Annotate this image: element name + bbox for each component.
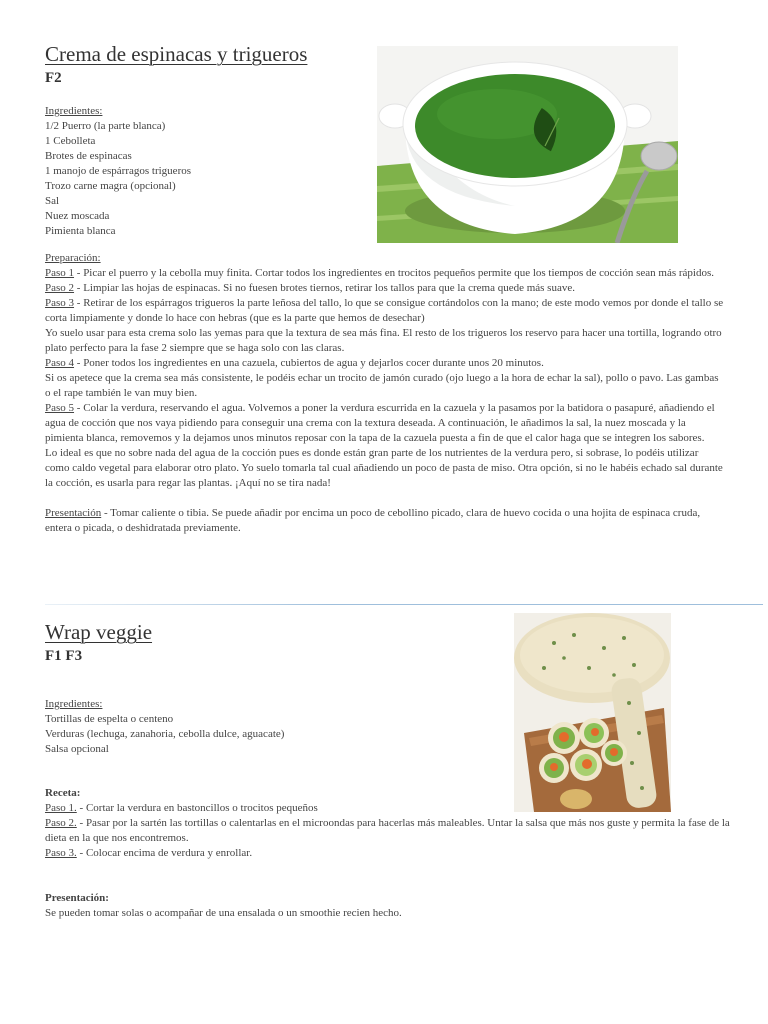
preparation-section <box>45 251 725 536</box>
ingredient-item: Tortillas de espelta o centeno <box>45 713 174 725</box>
step-text: - Poner todos los ingredientes en una cazuela, cubiertos de agua y dejarlos cocer durante unos 20 minutos. <box>74 357 544 369</box>
note-paragraph <box>45 326 725 356</box>
step-text: - Picar el puerro y la cebolla muy finita. Cortar todos los ingredientes en trocitos pequeños permite que los tiempos de cocción sean más rápidos. <box>74 267 714 279</box>
ingredient-item: 1/2 Puerro (la parte blanca) <box>45 120 166 132</box>
step-label: Paso 3 <box>45 297 75 309</box>
presentation-text: - Tomar caliente o tibia. Se puede añadir por encima un poco de cebollino picado, clara de huevo cocida o una hojita de espinaca cruda, entera o picada, o deshidratada previamente. <box>45 507 701 534</box>
note-text: Yo suelo usar para esta crema solo las yemas para que la textura de sea más fina. El resto de los trigueros los reservo para hacer una tortilla, logrando otro plato perfecto para la fase 2 siempre que se haga solo con las claras. <box>45 327 722 354</box>
phase-code: F1 F3 <box>45 648 83 664</box>
step-text: - Colar la verdura, reservando el agua. Volvemos a poner la verdura escurrida en la cazuela y la pasamos por la batidora o pasapuré, añadiendo el agua de cocción que nos vaya pidiendo para conseguir una crema con la textura deseada. A continuación, le añadimos la sal, la nuez moscada y la pimienta blanca, removemos y la dejamos unos minutos reposar con la tapa de la cazuela puesta a fin de que el calor haga que se integren los sabores. <box>45 402 715 444</box>
step-paragraph <box>45 296 725 326</box>
step-paragraph <box>45 816 745 846</box>
step-paragraph <box>45 801 745 816</box>
note-paragraph <box>45 371 725 401</box>
presentation-paragraph <box>45 506 725 536</box>
presentation-label: Presentación <box>45 507 102 519</box>
ingredient-item: Sal <box>45 195 60 207</box>
step-label: Paso 2. <box>45 817 77 829</box>
ingredients-section <box>45 697 345 757</box>
step-label: Paso 4 <box>45 357 75 369</box>
preparation-heading: Preparación: <box>45 252 101 264</box>
step-paragraph <box>45 266 725 281</box>
recipe-title: Wrap veggie <box>45 620 153 644</box>
ingredients-section <box>45 104 345 239</box>
step-paragraph <box>45 356 725 371</box>
ingredient-item: Pimienta blanca <box>45 225 116 237</box>
note-paragraph <box>45 446 725 491</box>
ingredient-item: Trozo carne magra (opcional) <box>45 180 176 192</box>
step-text: - Colocar encima de verdura y enrollar. <box>76 847 253 859</box>
note-text: Lo ideal es que no sobre nada del agua de la cocción pues es donde están gran parte de los nutrientes de la verdura pero, si sobrase, lo podéis utilizar como caldo vegetal para elaborar otro plato. Yo suelo tomarla tal cual añadiendo un poco de pasta de miso. Otra opción, si no le habéis echado sal durante la cocción, es usarla para regar las plantas. ¡Aquí no se tira nada! <box>45 447 723 489</box>
veggie-wrap-image <box>514 613 671 812</box>
ingredients-heading: Ingredientes: <box>45 105 103 117</box>
step-text: - Pasar por la sartén las tortillas o calentarlas en el microondas para hacerlas más maleables. Untar la salsa que más nos guste y permita la fase de la dieta en la que nos encontremos. <box>45 817 730 844</box>
step-label: Paso 1 <box>45 267 75 279</box>
recipe-title: Crema de espinacas y trigueros <box>45 42 308 66</box>
ingredients-heading: Ingredientes: <box>45 698 103 710</box>
section-divider <box>45 604 763 605</box>
step-paragraph <box>45 401 725 446</box>
wrap-photo <box>514 613 671 812</box>
presentation-heading: Presentación: <box>45 892 109 904</box>
step-label: Paso 3. <box>45 847 77 859</box>
ingredient-item: Verduras (lechuga, zanahoria, cebolla dulce, aguacate) <box>45 728 285 740</box>
step-text: - Cortar la verdura en bastoncillos o trocitos pequeños <box>76 802 318 814</box>
presentation-text: Se pueden tomar solas o acompañar de una ensalada o un smoothie recien hecho. <box>45 907 402 919</box>
step-label: Paso 1. <box>45 802 77 814</box>
step-paragraph <box>45 281 725 296</box>
soup-photo <box>377 46 678 243</box>
ingredient-item: Nuez moscada <box>45 210 110 222</box>
recipe-heading: Receta: <box>45 787 81 799</box>
ingredient-item: Salsa opcional <box>45 743 109 755</box>
step-paragraph <box>45 846 745 861</box>
step-text: - Retirar de los espárragos trigueros la parte leñosa del tallo, lo que se consigue cortándolos con la mano; de este modo vemos por donde el tallo se corta limpiamente y donde lo hace con hebras (que es la parte que hemos de desechar) <box>45 297 724 324</box>
recipe-section <box>45 786 745 921</box>
note-text: Si os apetece que la crema sea más consistente, le podéis echar un trocito de jamón curado (ojo luego a la hora de echar la sal), pollo o pavo. Las gambas o el rape también le van muy bien. <box>45 372 719 399</box>
step-label: Paso 2 <box>45 282 75 294</box>
ingredient-item: Brotes de espinacas <box>45 150 132 162</box>
spinach-soup-image <box>377 46 678 243</box>
ingredient-item: 1 Cebolleta <box>45 135 96 147</box>
step-text: - Limpiar las hojas de espinacas. Si no fuesen brotes tiernos, retirar los tallos para que la crema quede más suave. <box>74 282 575 294</box>
phase-code: F2 <box>45 70 62 86</box>
step-label: Paso 5 <box>45 402 75 414</box>
ingredient-item: 1 manojo de espárragos trigueros <box>45 165 192 177</box>
